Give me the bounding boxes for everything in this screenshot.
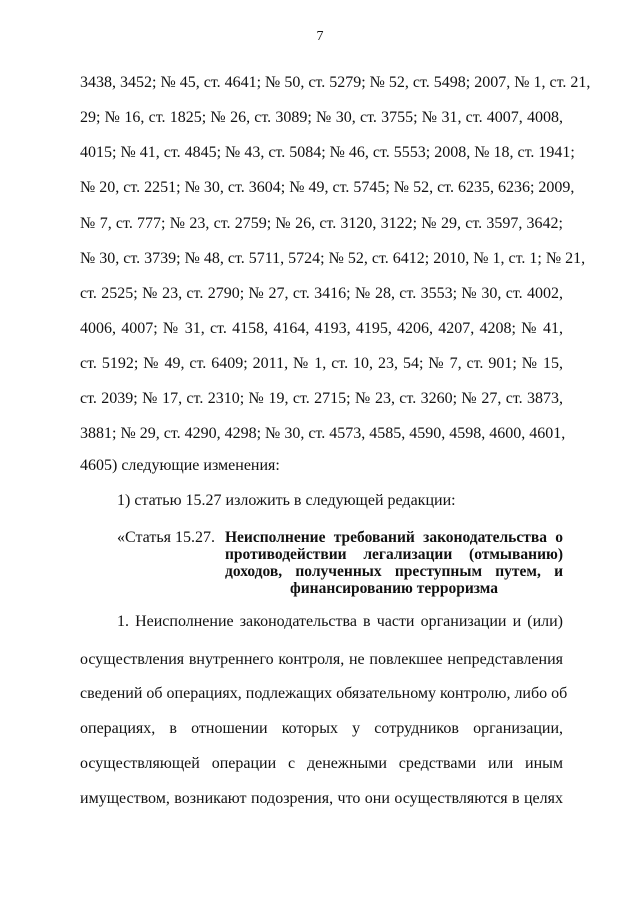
amendments-line-2: 29; № 16, ст. 1825; № 26, ст. 3089; № 30, ст. 3755; № 31, ст. 4007, 4008, xyxy=(80,109,563,126)
amendments-line-6: № 30, ст. 3739; № 48, ст. 5711, 5724; № 52, ст. 6412; 2010, № 1, ст. 1; № 21, xyxy=(80,250,586,267)
article-title-line-2: противодействии легализации (отмыванию) xyxy=(225,546,563,563)
amendments-line-10: ст. 2039; № 17, ст. 2310; № 19, ст. 2715; № 23, ст. 3260; № 27, ст. 3873, xyxy=(80,390,563,407)
amendments-line-9: ст. 5192; № 49, ст. 6409; 2011, № 1, ст. 10, 23, 54; № 7, ст. 901; № 15, xyxy=(80,355,563,372)
paragraph-1-line-3: сведений об операциях, подлежащих обязательному контролю, либо об xyxy=(80,685,568,702)
article-label: «Статья 15.27. xyxy=(117,529,215,546)
amendments-line-5: № 7, ст. 777; № 23, ст. 2759; № 26, ст. 3120, 3122; № 29, ст. 3597, 3642; xyxy=(80,215,563,232)
item-1-text: 1) статью 15.27 изложить в следующей редакции: xyxy=(117,492,456,509)
paragraph-1-line-6: имуществом, возникают подозрения, что они осуществляются в целях xyxy=(80,790,563,807)
paragraph-1-first-line: 1. Неисполнение законодательства в части организации и (или) xyxy=(117,613,563,630)
paragraph-1-line-4: операциях, в отношении которых у сотрудников организации, xyxy=(80,720,563,737)
amendments-line-4: № 20, ст. 2251; № 30, ст. 3604; № 49, ст. 5745; № 52, ст. 6235, 6236; 2009, xyxy=(80,179,575,196)
amendments-line-3: 4015; № 41, ст. 4845; № 43, ст. 5084; № 46, ст. 5553; 2008, № 18, ст. 1941; xyxy=(80,144,575,161)
page-number: 7 xyxy=(316,29,324,44)
paragraph-1-line-5: осуществляющей операции с денежными средствами или иным xyxy=(80,755,563,772)
amendments-line-12: 4605) следующие изменения: xyxy=(80,457,280,474)
article-title-line-1: Неисполнение требований законодательства о xyxy=(225,529,563,546)
article-title-line-3: доходов, полученных преступным путем, и xyxy=(225,563,563,580)
paragraph-1-line-2: осуществления внутреннего контроля, не повлекшее непредставления xyxy=(80,651,563,668)
amendments-line-7: ст. 2525; № 23, ст. 2790; № 27, ст. 3416; № 28, ст. 3553; № 30, ст. 4002, xyxy=(80,285,563,302)
amendments-line-8: 4006, 4007; № 31, ст. 4158, 4164, 4193, 4195, 4206, 4207, 4208; № 41, xyxy=(80,320,563,337)
amendments-line-1: 3438, 3452; № 45, ст. 4641; № 50, ст. 5279; № 52, ст. 5498; 2007, № 1, ст. 21, xyxy=(80,74,591,91)
article-title-line-4: финансированию терроризма xyxy=(289,580,498,597)
amendments-line-11: 3881; № 29, ст. 4290, 4298; № 30, ст. 4573, 4585, 4590, 4598, 4600, 4601, xyxy=(80,425,566,442)
